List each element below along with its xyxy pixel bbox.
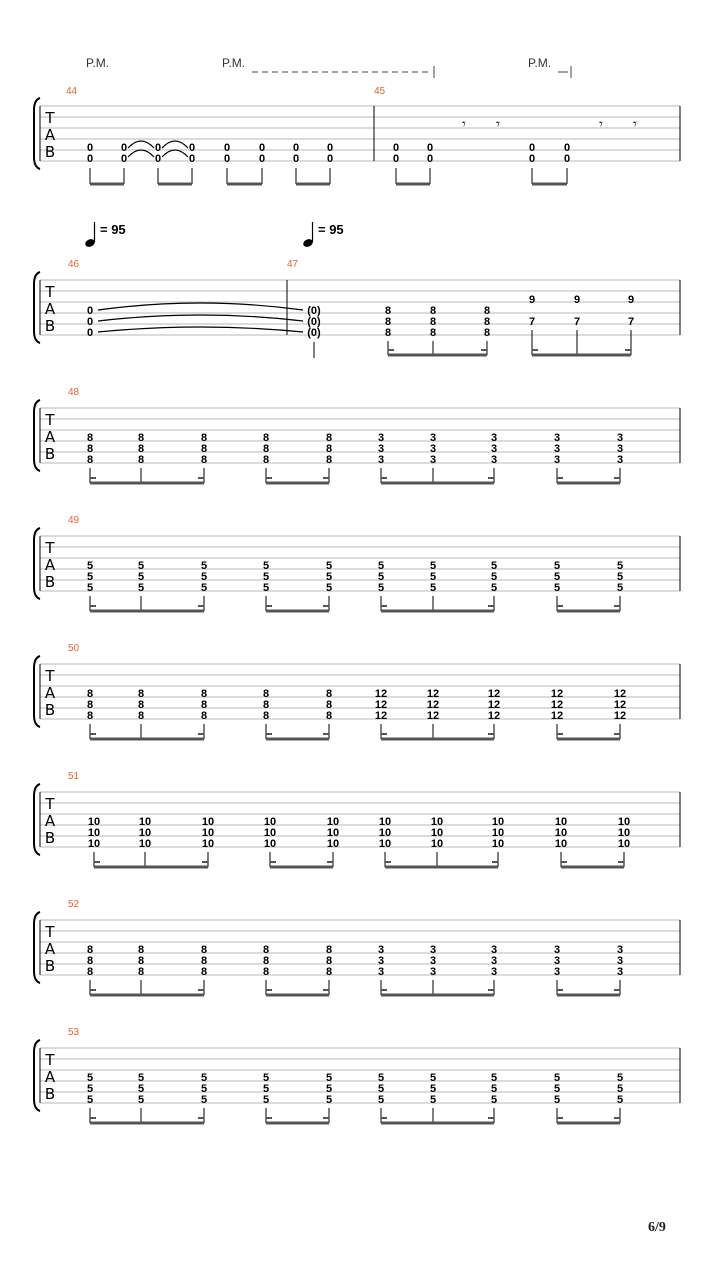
measure-number: 49 bbox=[68, 515, 80, 526]
fret-number: (0) bbox=[307, 316, 321, 328]
fret-number: 0 bbox=[86, 316, 94, 328]
fret-number: 8 bbox=[137, 966, 145, 978]
tie-arc bbox=[162, 150, 188, 157]
tempo-marking: = 95 bbox=[318, 222, 344, 237]
fret-number: 3 bbox=[553, 944, 561, 956]
fret-number: 5 bbox=[429, 560, 437, 572]
fret-number: 10 bbox=[554, 827, 568, 839]
fret-number: 5 bbox=[86, 571, 94, 583]
fret-number: 5 bbox=[325, 1094, 333, 1106]
fret-number: 0 bbox=[258, 142, 266, 154]
fret-number: 7 bbox=[528, 316, 536, 328]
tab-clef-b: B bbox=[44, 573, 56, 591]
fret-number: 0 bbox=[292, 153, 300, 165]
tab-clef-t: T bbox=[45, 795, 55, 813]
fret-number: 0 bbox=[292, 142, 300, 154]
fret-number: 0 bbox=[86, 142, 94, 154]
fret-number: 8 bbox=[86, 710, 94, 722]
fret-number: 5 bbox=[490, 1094, 498, 1106]
fret-number: 12 bbox=[550, 710, 564, 722]
fret-number: 3 bbox=[553, 955, 561, 967]
eighth-rest: 𝄾 bbox=[633, 115, 637, 133]
palm-mute-label: P.M. bbox=[528, 56, 552, 70]
fret-number: 0 bbox=[326, 142, 334, 154]
fret-number: 3 bbox=[616, 944, 624, 956]
fret-number: 3 bbox=[490, 443, 498, 455]
fret-number: 5 bbox=[137, 560, 145, 572]
fret-number: 3 bbox=[377, 454, 385, 466]
fret-number: 5 bbox=[262, 1094, 270, 1106]
fret-number: 0 bbox=[392, 153, 400, 165]
fret-number: 10 bbox=[554, 816, 568, 828]
measure-number: 46 bbox=[68, 259, 80, 270]
fret-number: 3 bbox=[377, 944, 385, 956]
fret-number: 10 bbox=[378, 827, 392, 839]
fret-number: 10 bbox=[617, 816, 631, 828]
fret-number: 5 bbox=[377, 1072, 385, 1084]
fret-number: 5 bbox=[616, 560, 624, 572]
fret-number: 3 bbox=[616, 955, 624, 967]
fret-number: 3 bbox=[616, 454, 624, 466]
fret-number: 5 bbox=[200, 582, 208, 594]
fret-number: 0 bbox=[326, 153, 334, 165]
fret-number: 5 bbox=[137, 1094, 145, 1106]
tab-clef-b: B bbox=[44, 445, 56, 463]
measure-number: 48 bbox=[68, 387, 80, 398]
fret-number: 0 bbox=[392, 142, 400, 154]
fret-number: 9 bbox=[627, 294, 635, 306]
fret-number: 10 bbox=[326, 827, 340, 839]
fret-number: 8 bbox=[325, 710, 333, 722]
fret-number: 8 bbox=[429, 316, 437, 328]
fret-number: 8 bbox=[200, 443, 208, 455]
fret-number: 3 bbox=[377, 443, 385, 455]
tab-clef-t: T bbox=[45, 411, 55, 429]
fret-number: 5 bbox=[616, 1094, 624, 1106]
fret-number: 8 bbox=[325, 454, 333, 466]
fret-number: 5 bbox=[262, 560, 270, 572]
fret-number: 5 bbox=[137, 1083, 145, 1095]
fret-number: 8 bbox=[262, 688, 270, 700]
tab-clef-a: A bbox=[44, 300, 56, 318]
fret-number: 8 bbox=[483, 327, 491, 339]
fret-number: 8 bbox=[137, 688, 145, 700]
fret-number: 8 bbox=[86, 443, 94, 455]
tie-arc bbox=[162, 141, 188, 148]
fret-number: 3 bbox=[553, 454, 561, 466]
fret-number: 10 bbox=[617, 838, 631, 850]
fret-number: 8 bbox=[200, 944, 208, 956]
fret-number: 0 bbox=[120, 142, 128, 154]
fret-number: 5 bbox=[200, 1094, 208, 1106]
fret-number: 0 bbox=[154, 153, 162, 165]
measure-number: 47 bbox=[287, 259, 299, 270]
fret-number: 5 bbox=[616, 1072, 624, 1084]
tab-clef-a: A bbox=[44, 556, 56, 574]
fret-number: 12 bbox=[426, 688, 440, 700]
fret-number: 0 bbox=[188, 153, 196, 165]
fret-number: 3 bbox=[490, 454, 498, 466]
fret-number: 12 bbox=[613, 699, 627, 711]
fret-number: 3 bbox=[429, 966, 437, 978]
fret-number: 8 bbox=[86, 699, 94, 711]
fret-number: 3 bbox=[429, 432, 437, 444]
fret-number: 5 bbox=[553, 1094, 561, 1106]
fret-number: 8 bbox=[325, 432, 333, 444]
fret-number: 5 bbox=[325, 1083, 333, 1095]
fret-number: 5 bbox=[490, 571, 498, 583]
tab-clef-a: A bbox=[44, 684, 56, 702]
fret-number: 0 bbox=[223, 142, 231, 154]
fret-number: (0) bbox=[307, 327, 321, 339]
fret-number: 3 bbox=[616, 443, 624, 455]
fret-number: 12 bbox=[374, 699, 388, 711]
eighth-rest: 𝄾 bbox=[462, 115, 466, 133]
fret-number: 5 bbox=[325, 582, 333, 594]
fret-number: 10 bbox=[87, 816, 101, 828]
fret-number: (0) bbox=[307, 305, 321, 317]
system-bracket bbox=[34, 1040, 40, 1111]
fret-number: 5 bbox=[200, 1072, 208, 1084]
fret-number: 8 bbox=[137, 955, 145, 967]
system-bracket bbox=[34, 912, 40, 983]
tab-clef-b: B bbox=[44, 143, 56, 161]
fret-number: 5 bbox=[429, 1094, 437, 1106]
fret-number: 5 bbox=[137, 1072, 145, 1084]
fret-number: 8 bbox=[483, 316, 491, 328]
fret-number: 10 bbox=[87, 827, 101, 839]
fret-number: 10 bbox=[491, 827, 505, 839]
fret-number: 5 bbox=[616, 1083, 624, 1095]
fret-number: 10 bbox=[201, 838, 215, 850]
fret-number: 8 bbox=[262, 454, 270, 466]
fret-number: 0 bbox=[528, 153, 536, 165]
fret-number: 5 bbox=[553, 1072, 561, 1084]
fret-number: 8 bbox=[86, 944, 94, 956]
fret-number: 5 bbox=[490, 582, 498, 594]
fret-number: 5 bbox=[490, 1083, 498, 1095]
fret-number: 5 bbox=[262, 582, 270, 594]
fret-number: 10 bbox=[430, 838, 444, 850]
fret-number: 3 bbox=[377, 955, 385, 967]
fret-number: 3 bbox=[429, 944, 437, 956]
fret-number: 3 bbox=[616, 432, 624, 444]
tie-arc bbox=[128, 141, 154, 148]
fret-number: 5 bbox=[553, 571, 561, 583]
fret-number: 8 bbox=[200, 432, 208, 444]
tab-clef-b: B bbox=[44, 317, 56, 335]
fret-number: 12 bbox=[426, 710, 440, 722]
fret-number: 12 bbox=[487, 699, 501, 711]
fret-number: 10 bbox=[138, 816, 152, 828]
tab-clef-t: T bbox=[45, 283, 55, 301]
fret-number: 5 bbox=[325, 571, 333, 583]
fret-number: 8 bbox=[200, 699, 208, 711]
measure-number: 52 bbox=[68, 899, 80, 910]
fret-number: 5 bbox=[262, 1083, 270, 1095]
fret-number: 3 bbox=[490, 944, 498, 956]
fret-number: 8 bbox=[325, 955, 333, 967]
tie-arc bbox=[98, 315, 303, 321]
fret-number: 10 bbox=[201, 816, 215, 828]
fret-number: 5 bbox=[200, 560, 208, 572]
tab-clef-b: B bbox=[44, 829, 56, 847]
fret-number: 12 bbox=[374, 688, 388, 700]
fret-number: 8 bbox=[429, 305, 437, 317]
palm-mute-label: P.M. bbox=[86, 56, 110, 70]
fret-number: 5 bbox=[200, 571, 208, 583]
fret-number: 8 bbox=[137, 443, 145, 455]
fret-number: 3 bbox=[553, 443, 561, 455]
fret-number: 5 bbox=[490, 1072, 498, 1084]
fret-number: 3 bbox=[616, 966, 624, 978]
fret-number: 8 bbox=[86, 688, 94, 700]
fret-number: 8 bbox=[384, 327, 392, 339]
page-number: 6/9 bbox=[648, 1220, 666, 1235]
fret-number: 12 bbox=[550, 699, 564, 711]
fret-number: 10 bbox=[138, 838, 152, 850]
fret-number: 8 bbox=[325, 699, 333, 711]
tab-clef-t: T bbox=[45, 539, 55, 557]
fret-number: 5 bbox=[325, 560, 333, 572]
fret-number: 5 bbox=[325, 1072, 333, 1084]
tie-arc bbox=[98, 327, 303, 332]
fret-number: 8 bbox=[86, 432, 94, 444]
fret-number: 5 bbox=[377, 582, 385, 594]
system-bracket bbox=[34, 784, 40, 855]
palm-mute-label: P.M. bbox=[222, 56, 246, 70]
fret-number: 5 bbox=[86, 1083, 94, 1095]
fret-number: 8 bbox=[262, 443, 270, 455]
fret-number: 8 bbox=[200, 688, 208, 700]
fret-number: 8 bbox=[200, 966, 208, 978]
fret-number: 0 bbox=[120, 153, 128, 165]
fret-number: 7 bbox=[573, 316, 581, 328]
fret-number: 0 bbox=[86, 327, 94, 339]
tab-clef-b: B bbox=[44, 1085, 56, 1103]
fret-number: 10 bbox=[263, 816, 277, 828]
fret-number: 5 bbox=[429, 571, 437, 583]
fret-number: 8 bbox=[200, 454, 208, 466]
fret-number: 8 bbox=[137, 944, 145, 956]
fret-number: 5 bbox=[429, 1083, 437, 1095]
eighth-rest: 𝄾 bbox=[496, 115, 500, 133]
fret-number: 12 bbox=[487, 710, 501, 722]
tab-clef-b: B bbox=[44, 957, 56, 975]
fret-number: 8 bbox=[262, 710, 270, 722]
tab-clef-t: T bbox=[45, 109, 55, 127]
fret-number: 0 bbox=[426, 153, 434, 165]
fret-number: 0 bbox=[563, 153, 571, 165]
measure-number: 44 bbox=[66, 86, 78, 97]
fret-number: 3 bbox=[429, 955, 437, 967]
fret-number: 8 bbox=[137, 432, 145, 444]
fret-number: 8 bbox=[86, 966, 94, 978]
fret-number: 5 bbox=[137, 571, 145, 583]
tab-clef-t: T bbox=[45, 1051, 55, 1069]
tab-clef-a: A bbox=[44, 428, 56, 446]
fret-number: 10 bbox=[201, 827, 215, 839]
fret-number: 10 bbox=[326, 838, 340, 850]
fret-number: 10 bbox=[430, 816, 444, 828]
fret-number: 8 bbox=[262, 432, 270, 444]
tab-clef-a: A bbox=[44, 940, 56, 958]
fret-number: 5 bbox=[377, 1094, 385, 1106]
fret-number: 10 bbox=[617, 827, 631, 839]
fret-number: 8 bbox=[325, 966, 333, 978]
fret-number: 5 bbox=[377, 571, 385, 583]
fret-number: 8 bbox=[86, 955, 94, 967]
fret-number: 5 bbox=[553, 582, 561, 594]
measure-number: 53 bbox=[68, 1027, 80, 1038]
fret-number: 8 bbox=[325, 688, 333, 700]
fret-number: 5 bbox=[553, 1083, 561, 1095]
fret-number: 5 bbox=[86, 1072, 94, 1084]
fret-number: 8 bbox=[262, 944, 270, 956]
fret-number: 9 bbox=[573, 294, 581, 306]
tab-clef-t: T bbox=[45, 923, 55, 941]
fret-number: 3 bbox=[553, 432, 561, 444]
system-bracket bbox=[34, 98, 40, 169]
fret-number: 8 bbox=[200, 710, 208, 722]
system-bracket bbox=[34, 528, 40, 599]
fret-number: 5 bbox=[262, 1072, 270, 1084]
fret-number: 0 bbox=[86, 305, 94, 317]
fret-number: 5 bbox=[377, 560, 385, 572]
fret-number: 5 bbox=[490, 560, 498, 572]
fret-number: 8 bbox=[137, 710, 145, 722]
measure-number: 51 bbox=[68, 771, 80, 782]
fret-number: 5 bbox=[86, 560, 94, 572]
fret-number: 10 bbox=[378, 816, 392, 828]
tie-arc bbox=[128, 150, 154, 157]
fret-number: 5 bbox=[429, 582, 437, 594]
fret-number: 0 bbox=[223, 153, 231, 165]
fret-number: 3 bbox=[553, 966, 561, 978]
fret-number: 0 bbox=[86, 153, 94, 165]
fret-number: 10 bbox=[138, 827, 152, 839]
tab-clef-b: B bbox=[44, 701, 56, 719]
measure-number: 50 bbox=[68, 643, 80, 654]
fret-number: 12 bbox=[550, 688, 564, 700]
fret-number: 8 bbox=[137, 454, 145, 466]
fret-number: 5 bbox=[616, 571, 624, 583]
tab-clef-t: T bbox=[45, 667, 55, 685]
fret-number: 3 bbox=[429, 443, 437, 455]
fret-number: 10 bbox=[491, 838, 505, 850]
fret-number: 5 bbox=[86, 1094, 94, 1106]
fret-number: 12 bbox=[374, 710, 388, 722]
tie-arc bbox=[98, 303, 303, 310]
fret-number: 3 bbox=[377, 966, 385, 978]
fret-number: 10 bbox=[430, 827, 444, 839]
fret-number: 8 bbox=[200, 955, 208, 967]
fret-number: 12 bbox=[613, 710, 627, 722]
fret-number: 8 bbox=[325, 944, 333, 956]
fret-number: 0 bbox=[426, 142, 434, 154]
fret-number: 8 bbox=[262, 699, 270, 711]
fret-number: 8 bbox=[262, 955, 270, 967]
system-bracket bbox=[34, 272, 40, 343]
fret-number: 3 bbox=[490, 966, 498, 978]
fret-number: 3 bbox=[377, 432, 385, 444]
fret-number: 5 bbox=[86, 582, 94, 594]
tab-clef-a: A bbox=[44, 1068, 56, 1086]
fret-number: 7 bbox=[627, 316, 635, 328]
fret-number: 0 bbox=[563, 142, 571, 154]
fret-number: 10 bbox=[491, 816, 505, 828]
tab-clef-a: A bbox=[44, 812, 56, 830]
tempo-marking: = 95 bbox=[100, 222, 126, 237]
fret-number: 9 bbox=[528, 294, 536, 306]
fret-number: 5 bbox=[377, 1083, 385, 1095]
system-bracket bbox=[34, 400, 40, 471]
fret-number: 8 bbox=[429, 327, 437, 339]
fret-number: 8 bbox=[262, 966, 270, 978]
fret-number: 5 bbox=[200, 1083, 208, 1095]
fret-number: 12 bbox=[426, 699, 440, 711]
fret-number: 0 bbox=[188, 142, 196, 154]
fret-number: 8 bbox=[325, 443, 333, 455]
fret-number: 3 bbox=[490, 955, 498, 967]
fret-number: 10 bbox=[554, 838, 568, 850]
fret-number: 10 bbox=[87, 838, 101, 850]
fret-number: 3 bbox=[429, 454, 437, 466]
fret-number: 10 bbox=[263, 827, 277, 839]
fret-number: 10 bbox=[263, 838, 277, 850]
fret-number: 10 bbox=[326, 816, 340, 828]
fret-number: 5 bbox=[553, 560, 561, 572]
tab-clef-a: A bbox=[44, 126, 56, 144]
measure-number: 45 bbox=[374, 86, 386, 97]
fret-number: 5 bbox=[616, 582, 624, 594]
fret-number: 8 bbox=[86, 454, 94, 466]
fret-number: 0 bbox=[528, 142, 536, 154]
fret-number: 0 bbox=[154, 142, 162, 154]
fret-number: 5 bbox=[262, 571, 270, 583]
fret-number: 0 bbox=[258, 153, 266, 165]
fret-number: 8 bbox=[384, 305, 392, 317]
fret-number: 5 bbox=[137, 582, 145, 594]
fret-number: 10 bbox=[378, 838, 392, 850]
fret-number: 12 bbox=[613, 688, 627, 700]
fret-number: 12 bbox=[487, 688, 501, 700]
fret-number: 3 bbox=[490, 432, 498, 444]
system-bracket bbox=[34, 656, 40, 727]
fret-number: 5 bbox=[429, 1072, 437, 1084]
fret-number: 8 bbox=[137, 699, 145, 711]
fret-number: 8 bbox=[384, 316, 392, 328]
eighth-rest: 𝄾 bbox=[599, 115, 603, 133]
fret-number: 8 bbox=[483, 305, 491, 317]
